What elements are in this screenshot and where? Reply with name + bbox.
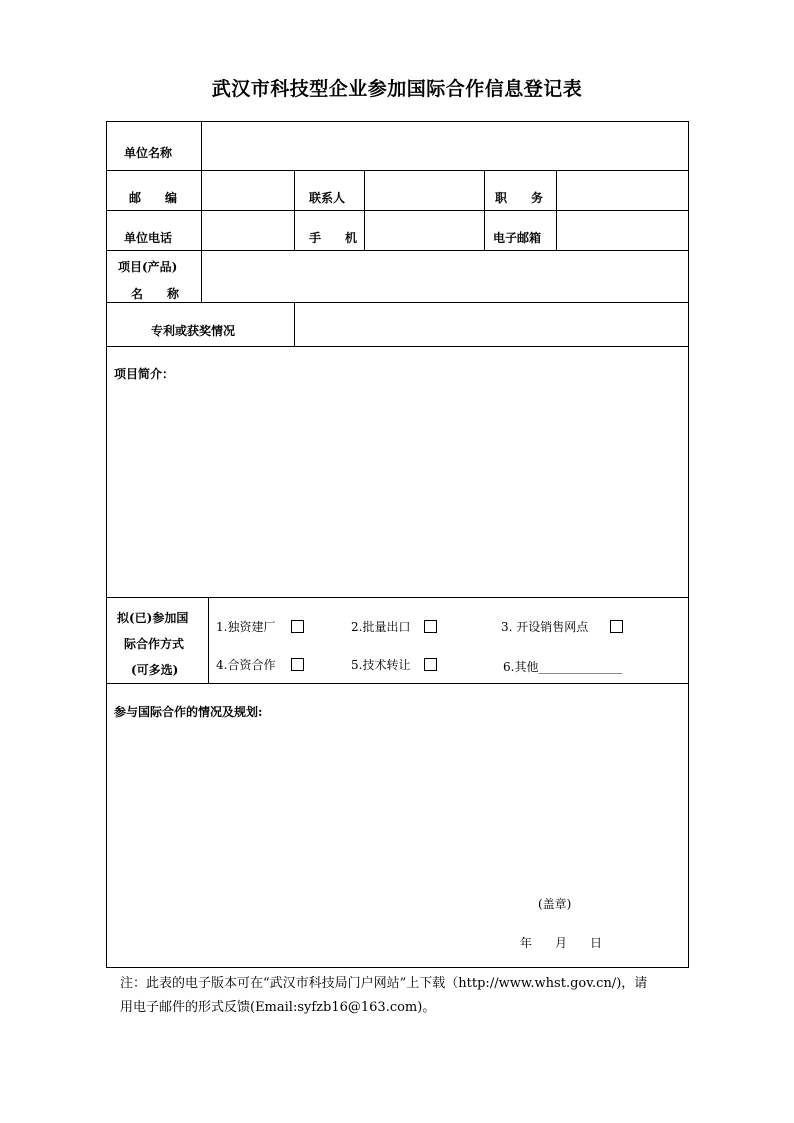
tech-transfer-checkbox[interactable] (424, 658, 437, 671)
seal-label: (盖章) (538, 897, 572, 911)
col-divider (208, 597, 209, 683)
other-label: 6.其他______________ (503, 660, 623, 674)
contact-person-field[interactable] (365, 171, 483, 209)
option-bulk-export (351, 618, 437, 635)
mobile-field[interactable] (365, 211, 483, 249)
plan-label: 参与国际合作的情况及规划: (114, 705, 263, 719)
footnote-line1: 注：此表的电子版本可在“武汉市科技局门户网站”上下载（http://www.whst.gov.cn/)，请 (120, 976, 648, 991)
row-divider (107, 597, 688, 598)
position-label: 职 务 (495, 191, 544, 205)
option-label: 2.批量出口 (351, 620, 411, 634)
unit-name-field[interactable] (202, 123, 686, 169)
option-sole-investment (216, 618, 304, 635)
postcode-label: 邮 编 (129, 191, 178, 205)
coop-label-line2: 际合作方式 (124, 637, 185, 651)
row-divider (107, 683, 688, 684)
intro-label: 项目简介： (114, 367, 175, 381)
email-field[interactable] (557, 211, 686, 249)
joint-venture-checkbox[interactable] (291, 658, 304, 671)
project-name-label-line2: 名 称 (131, 287, 180, 301)
project-name-field[interactable] (202, 251, 686, 301)
unit-phone-label: 单位电话 (124, 231, 173, 245)
option-other[interactable] (503, 658, 622, 675)
bulk-export-checkbox[interactable] (424, 620, 437, 633)
day-label: 日 (590, 936, 603, 950)
sales-outlets-checkbox[interactable] (610, 620, 623, 633)
coop-label-line1: 拟(已)参加国 (117, 611, 189, 625)
option-label: 4.合资合作 (216, 658, 276, 672)
month-label: 月 (555, 936, 568, 950)
form-title: 武汉市科技型企业参加国际合作信息登记表 (211, 78, 583, 100)
option-label: 1.独资建厂 (216, 620, 276, 634)
email-label: 电子邮箱 (493, 231, 542, 245)
col-divider (294, 302, 295, 346)
option-tech-transfer (351, 656, 437, 673)
col-divider (484, 170, 485, 250)
postcode-field[interactable] (202, 171, 293, 209)
project-name-label-line1: 项目(产品) (118, 260, 178, 274)
unit-name-label: 单位名称 (124, 146, 173, 160)
option-sales-outlets (501, 618, 623, 635)
footnote-line2: 用电子邮件的形式反馈(Email:syfzb16@163.com)。 (120, 1000, 436, 1015)
patent-label: 专利或获奖情况 (151, 324, 236, 338)
plan-field[interactable] (108, 722, 686, 882)
position-field[interactable] (557, 171, 686, 209)
patent-field[interactable] (296, 303, 686, 345)
row-divider (107, 346, 688, 347)
mobile-label: 手 机 (309, 231, 358, 245)
contact-person-label: 联系人 (309, 191, 346, 205)
footnote (120, 972, 685, 1020)
unit-phone-field[interactable] (202, 211, 293, 249)
year-label: 年 (520, 936, 533, 950)
option-joint-venture (216, 656, 304, 673)
col-divider (294, 170, 295, 250)
sole-investment-checkbox[interactable] (291, 620, 304, 633)
intro-field[interactable] (108, 385, 686, 595)
coop-label-line3: (可多选) (131, 663, 179, 677)
option-label: 5.技术转让 (351, 658, 411, 672)
option-label: 3. 开设销售网点 (501, 620, 589, 634)
